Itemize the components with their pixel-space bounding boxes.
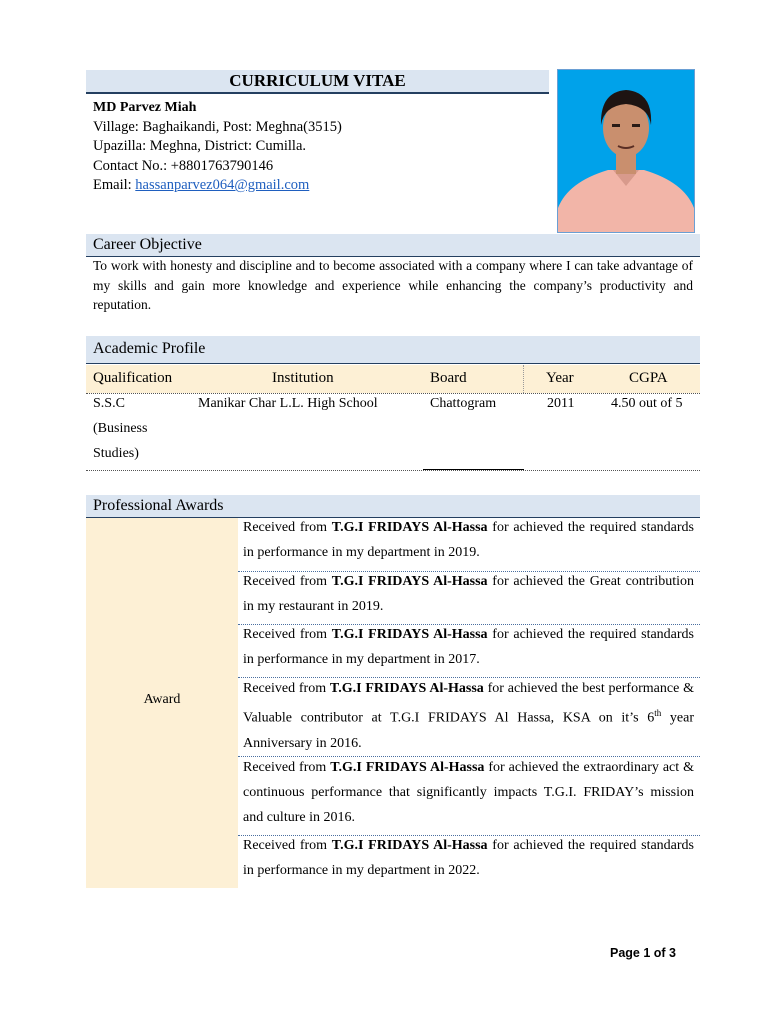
award-item: Received from T.G.I FRIDAYS Al-Hassa for achieved the best performance & Valuable contributor at T.G.I FRIDAYS Al Hassa, KSA on it’s 6th year Anniversary in 2016.: [243, 681, 694, 751]
award-org: T.G.I FRIDAYS Al-Hassa: [331, 627, 488, 642]
career-objective-heading: Career Objective: [93, 236, 202, 253]
award-item: Received from T.G.I FRIDAYS Al-Hassa for achieved the required standards in performance in my department in 2019.: [243, 520, 694, 560]
award-item: Received from T.G.I FRIDAYS Al-Hassa for achieved the required standards in performance in my department in 2022.: [243, 838, 694, 878]
column-header-cgpa: CGPA: [629, 370, 668, 386]
award-org: T.G.I FRIDAYS Al-Hassa: [330, 760, 485, 775]
cgpa-cell: 4.50 out of 5: [611, 396, 683, 411]
column-header-institution: Institution: [272, 370, 334, 386]
column-header-year: Year: [546, 370, 574, 386]
board-underline: [423, 469, 524, 470]
award-label: Award: [143, 692, 181, 707]
award-org: T.G.I FRIDAYS Al-Hassa: [329, 681, 484, 696]
career-objective-text: To work with honesty and discipline and to become associated with a company where I can take advantage of my skills and gain more knowledge and experience while enhancing the company’s productivity and reputation.: [93, 258, 693, 312]
email-link[interactable]: hassanparvez064@gmail.com: [135, 177, 310, 193]
award-item: Received from T.G.I FRIDAYS Al-Hassa for achieved the Great contribution in my restaurant in 2019.: [243, 574, 695, 614]
academic-table-header: [86, 365, 700, 393]
qualification-line-1: S.S.C: [93, 396, 125, 411]
institution-cell: Manikar Char L.L. High School: [198, 396, 378, 411]
email-label: Email:: [93, 177, 136, 193]
board-cell: Chattogram: [430, 396, 497, 411]
award-org: T.G.I FRIDAYS Al-Hassa: [331, 520, 488, 535]
year-cell: 2011: [547, 396, 575, 411]
award-item: Received from T.G.I FRIDAYS Al-Hassa for achieved the extraordinary act & continuous performance that significantly impacts T.G.I. FRIDAY’s mission and culture in 2016.: [243, 760, 694, 825]
column-header-board: Board: [430, 370, 467, 386]
qualification-line-2: (Business: [93, 421, 148, 436]
address-line-1: Village: Baghaikandi, Post: Meghna(3515): [93, 119, 342, 135]
award-org: T.G.I FRIDAYS Al-Hassa: [331, 574, 488, 589]
document-title: CURRICULUM VITAE: [229, 71, 406, 90]
table-bottom-border: [86, 470, 700, 471]
award-org: T.G.I FRIDAYS Al-Hassa: [331, 838, 488, 853]
contact-number: Contact No.: +8801763790146: [93, 158, 274, 174]
profile-photo: [557, 69, 695, 233]
qualification-line-3: Studies): [93, 446, 139, 461]
email-line: [93, 176, 309, 195]
page-number: Page 1 of 3: [610, 946, 676, 960]
professional-awards-heading: Professional Awards: [93, 497, 224, 514]
academic-profile-heading: Academic Profile: [93, 340, 206, 357]
column-header-qualification: Qualification: [93, 370, 173, 386]
applicant-name: MD Parvez Miah: [93, 100, 197, 115]
column-divider: [523, 365, 524, 393]
address-line-2: Upazilla: Meghna, District: Cumilla.: [93, 138, 307, 154]
table-divider: [86, 393, 700, 394]
award-item: Received from T.G.I FRIDAYS Al-Hassa for achieved the required standards in performance in my department in 2017.: [243, 627, 694, 667]
